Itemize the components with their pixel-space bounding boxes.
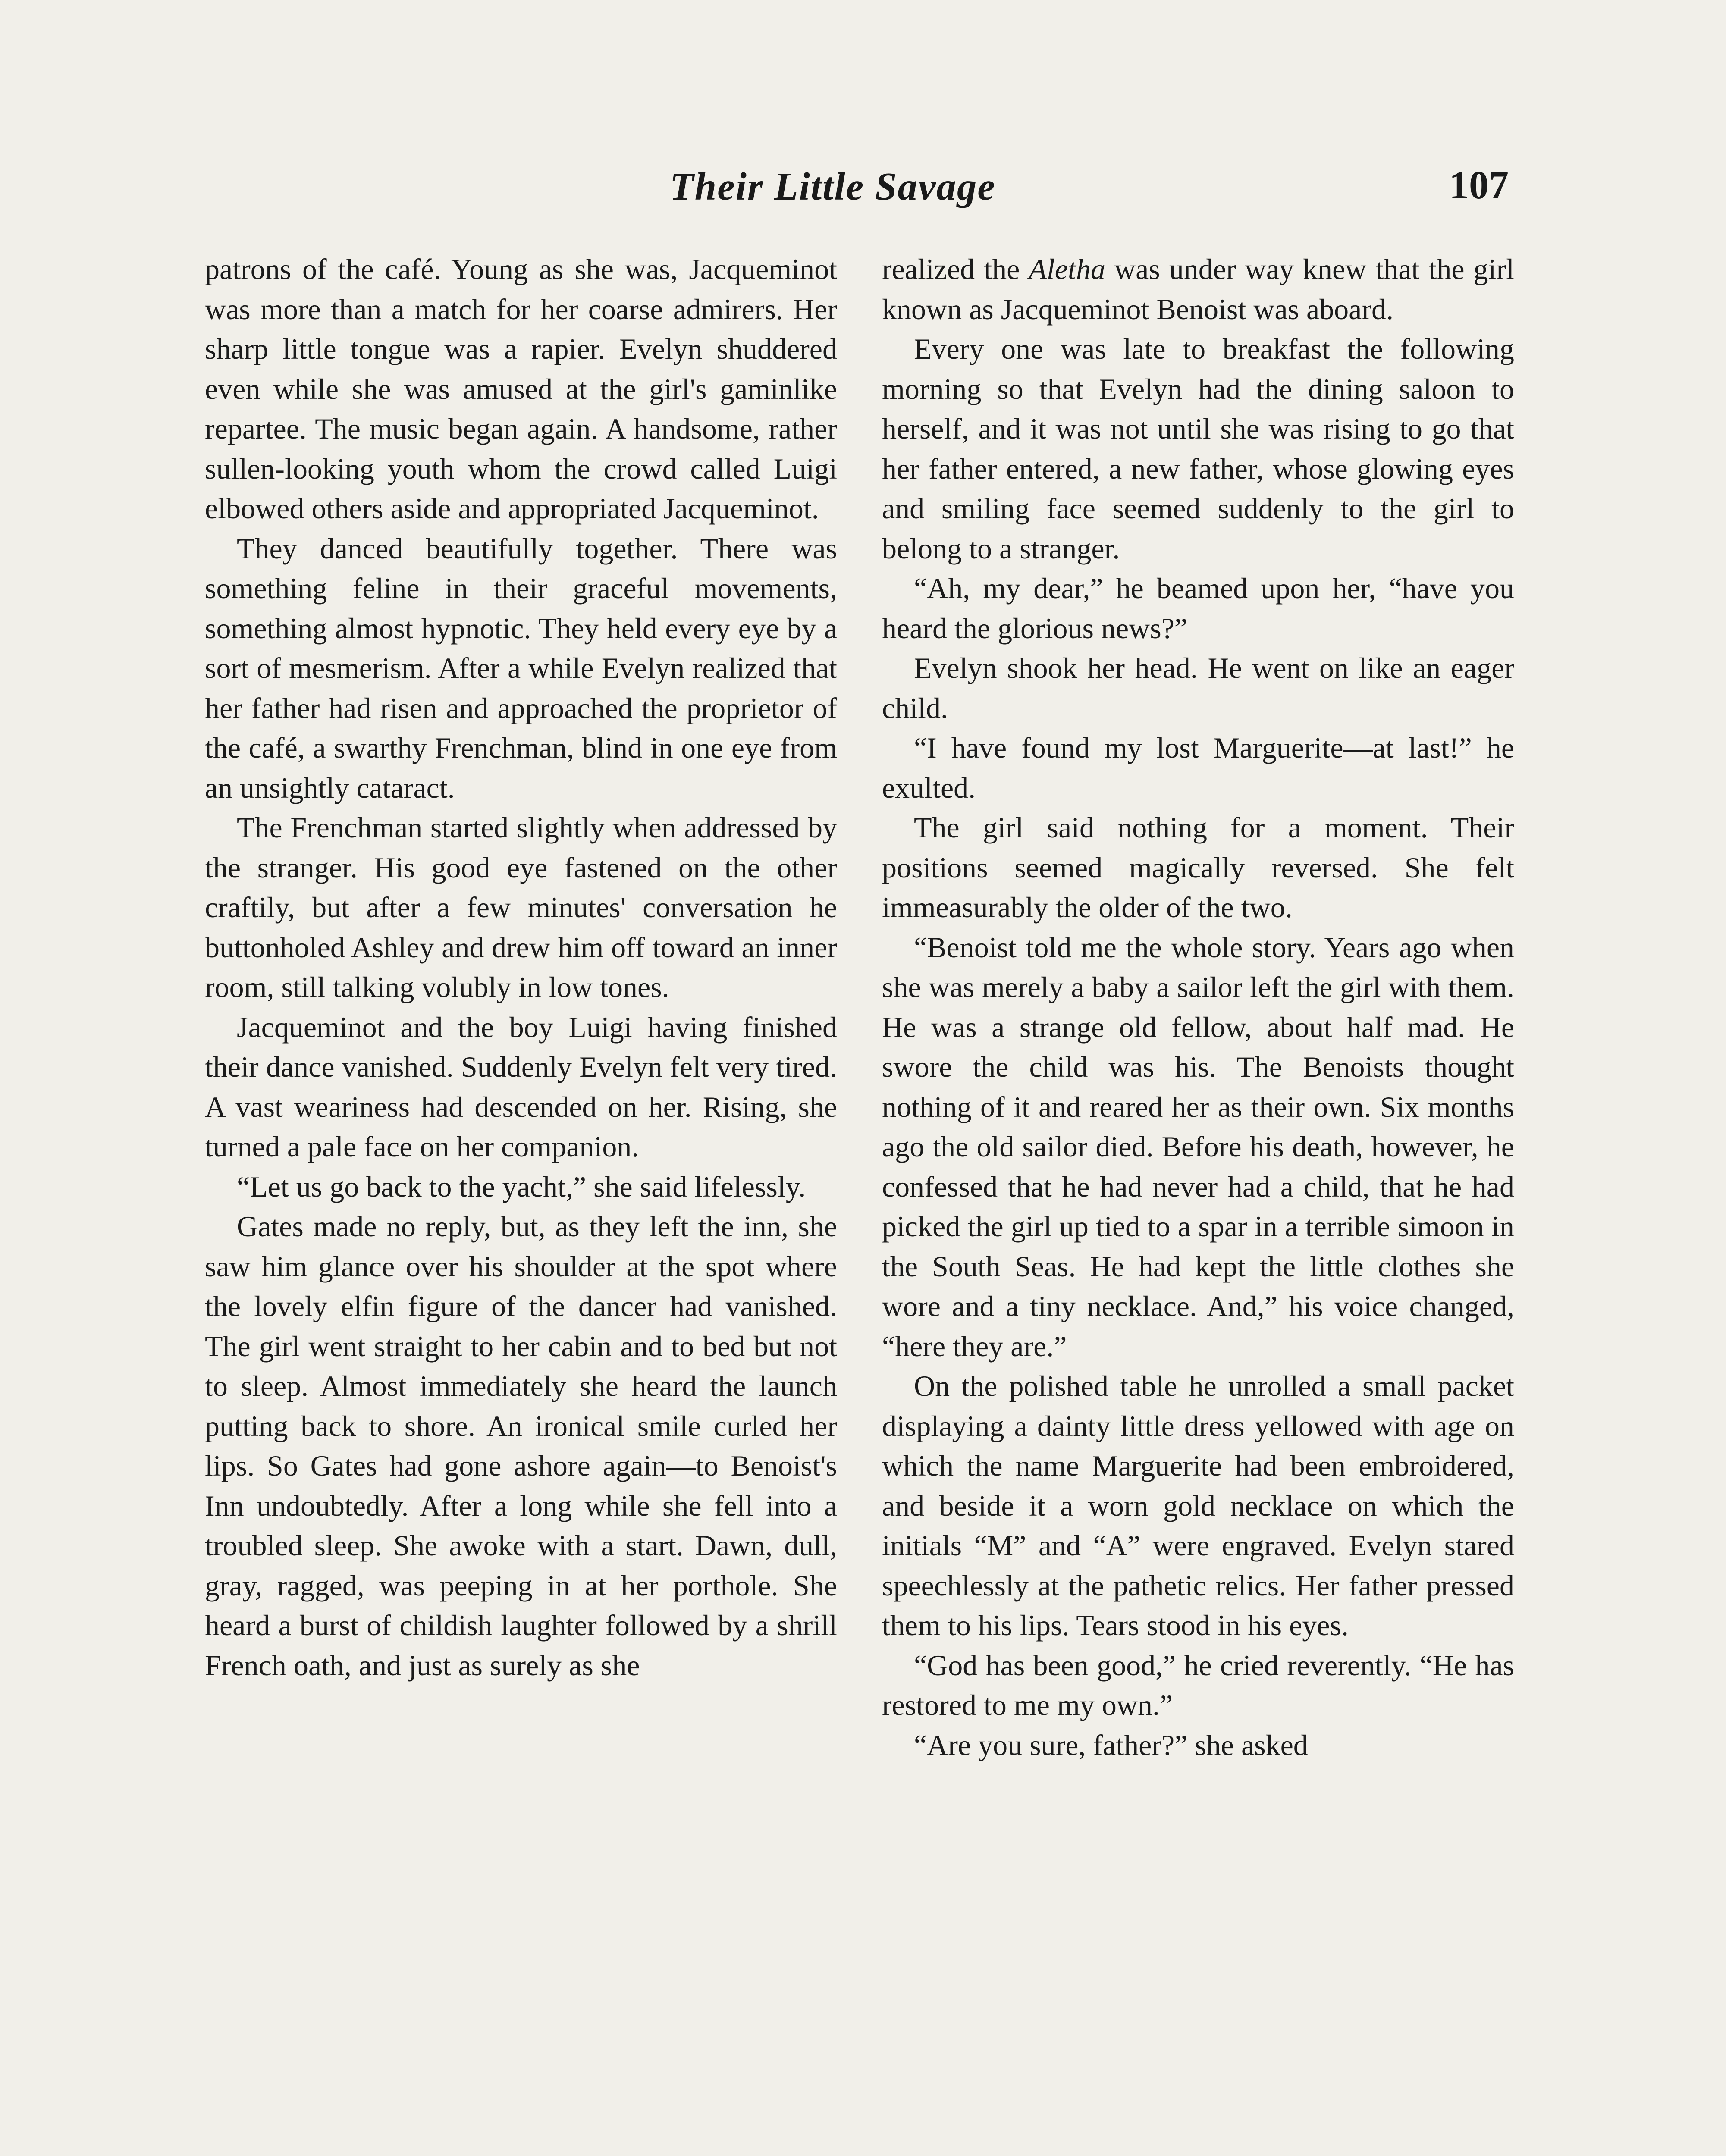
- paragraph: The girl said nothing for a moment. Their positions seemed magically reversed. She felt immeasurably the older of the two.: [882, 811, 1514, 924]
- running-title: Their Little Savage: [670, 165, 996, 208]
- paragraph-text: realized the: [882, 253, 1029, 285]
- left-column: [205, 249, 837, 1685]
- paragraph: They danced beautifully together. There was something feline in their graceful movements, something almost hypnotic. They held every eye by a sort of mesmerism. After a while Evelyn realized that her father had risen and approached the proprietor of the café, a swarthy Frenchman, blind in one eye from an unsightly cataract.: [205, 532, 837, 804]
- paragraph: “Ah, my dear,” he beamed upon her, “have you heard the glorious news?”: [882, 572, 1514, 645]
- paragraph: patrons of the café. Young as she was, Jacqueminot was more than a match for her coarse admirers. Her sharp little tongue was a rapier. Evelyn shuddered even while she was amused at the girl's gaminlike repartee. The music began again. A handsome, rather sullen-looking youth whom the crowd called Luigi elbowed others aside and appropriated Jacqueminot.: [205, 253, 837, 525]
- paragraph: On the polished table he unrolled a small packet displaying a dainty little dress yellowed with age on which the name Marguerite had been embroidered, and beside it a worn gold necklace on which the initials “M” and “A” were engraved. Evelyn stared speechlessly at the pathetic relics. Her father pressed them to his lips. Tears stood in his eyes.: [882, 1369, 1514, 1642]
- paragraph: “I have found my lost Marguerite—at last!” he exulted.: [882, 731, 1514, 804]
- paragraph: “Are you sure, father?” she asked: [914, 1728, 1308, 1761]
- paragraph: [882, 249, 1514, 329]
- paragraph: “Benoist told me the whole story. Years ago when she was merely a baby a sailor left the girl with them. He was a strange old fellow, about half mad. He swore the child was his. The Benoists thought nothing of it and reared her as their own. Six months ago the old sailor died. Before his death, however, he confessed that he had never had a child, that he had picked the girl up tied to a spar in a terrible simoon in the South Seas. He had kept the little clothes she wore and a tiny necklace. And,” his voice changed, “here they are.”: [882, 931, 1514, 1363]
- ship-name: Aletha: [1029, 253, 1105, 285]
- paragraph: Gates made no reply, but, as they left the inn, she saw him glance over his shoulder at the spot where the lovely elfin figure of the dancer had vanished. The girl went straight to her cabin and to bed but not to sleep. Almost immediately she heard the launch putting back to shore. An ironical smile curled her lips. So Gates had gone ashore again—to Benoist's Inn undoubtedly. After a long while she fell into a troubled sleep. She awoke with a start. Dawn, dull, gray, ragged, was peeping in at her porthole. She heard a burst of childish laughter followed by a shrill French oath, and just as surely as she: [205, 1210, 837, 1682]
- page-number: 107: [1449, 163, 1509, 207]
- paragraph: Evelyn shook her head. He went on like an eager child.: [882, 652, 1514, 724]
- page-header: [207, 164, 1518, 224]
- paragraph-text: was under way knew that the girl known as Jacqueminot Benoist was aboard.: [882, 253, 1514, 326]
- paragraph: Jacqueminot and the boy Luigi having finished their dance vanished. Suddenly Evelyn felt very tired. A vast weariness had descended on her. Rising, she turned a pale face on her companion.: [205, 1010, 837, 1163]
- paragraph: Every one was late to breakfast the following morning so that Evelyn had the dining saloon to herself, and it was not until she was rising to go that her father entered, a new father, whose glowing eyes and smiling face seemed suddenly to the girl to belong to a stranger.: [882, 332, 1514, 565]
- paragraph: The Frenchman started slightly when addressed by the stranger. His good eye fastened on the other craftily, but after a few minutes' conversation he buttonholed Ashley and drew him off toward an inner room, still talking volubly in low tones.: [205, 811, 837, 1003]
- paragraph: “Let us go back to the yacht,” she said lifelessly.: [237, 1170, 806, 1203]
- right-column: [882, 249, 1514, 1765]
- paragraph: “God has been good,” he cried reverently. “He has restored to me my own.”: [882, 1648, 1514, 1721]
